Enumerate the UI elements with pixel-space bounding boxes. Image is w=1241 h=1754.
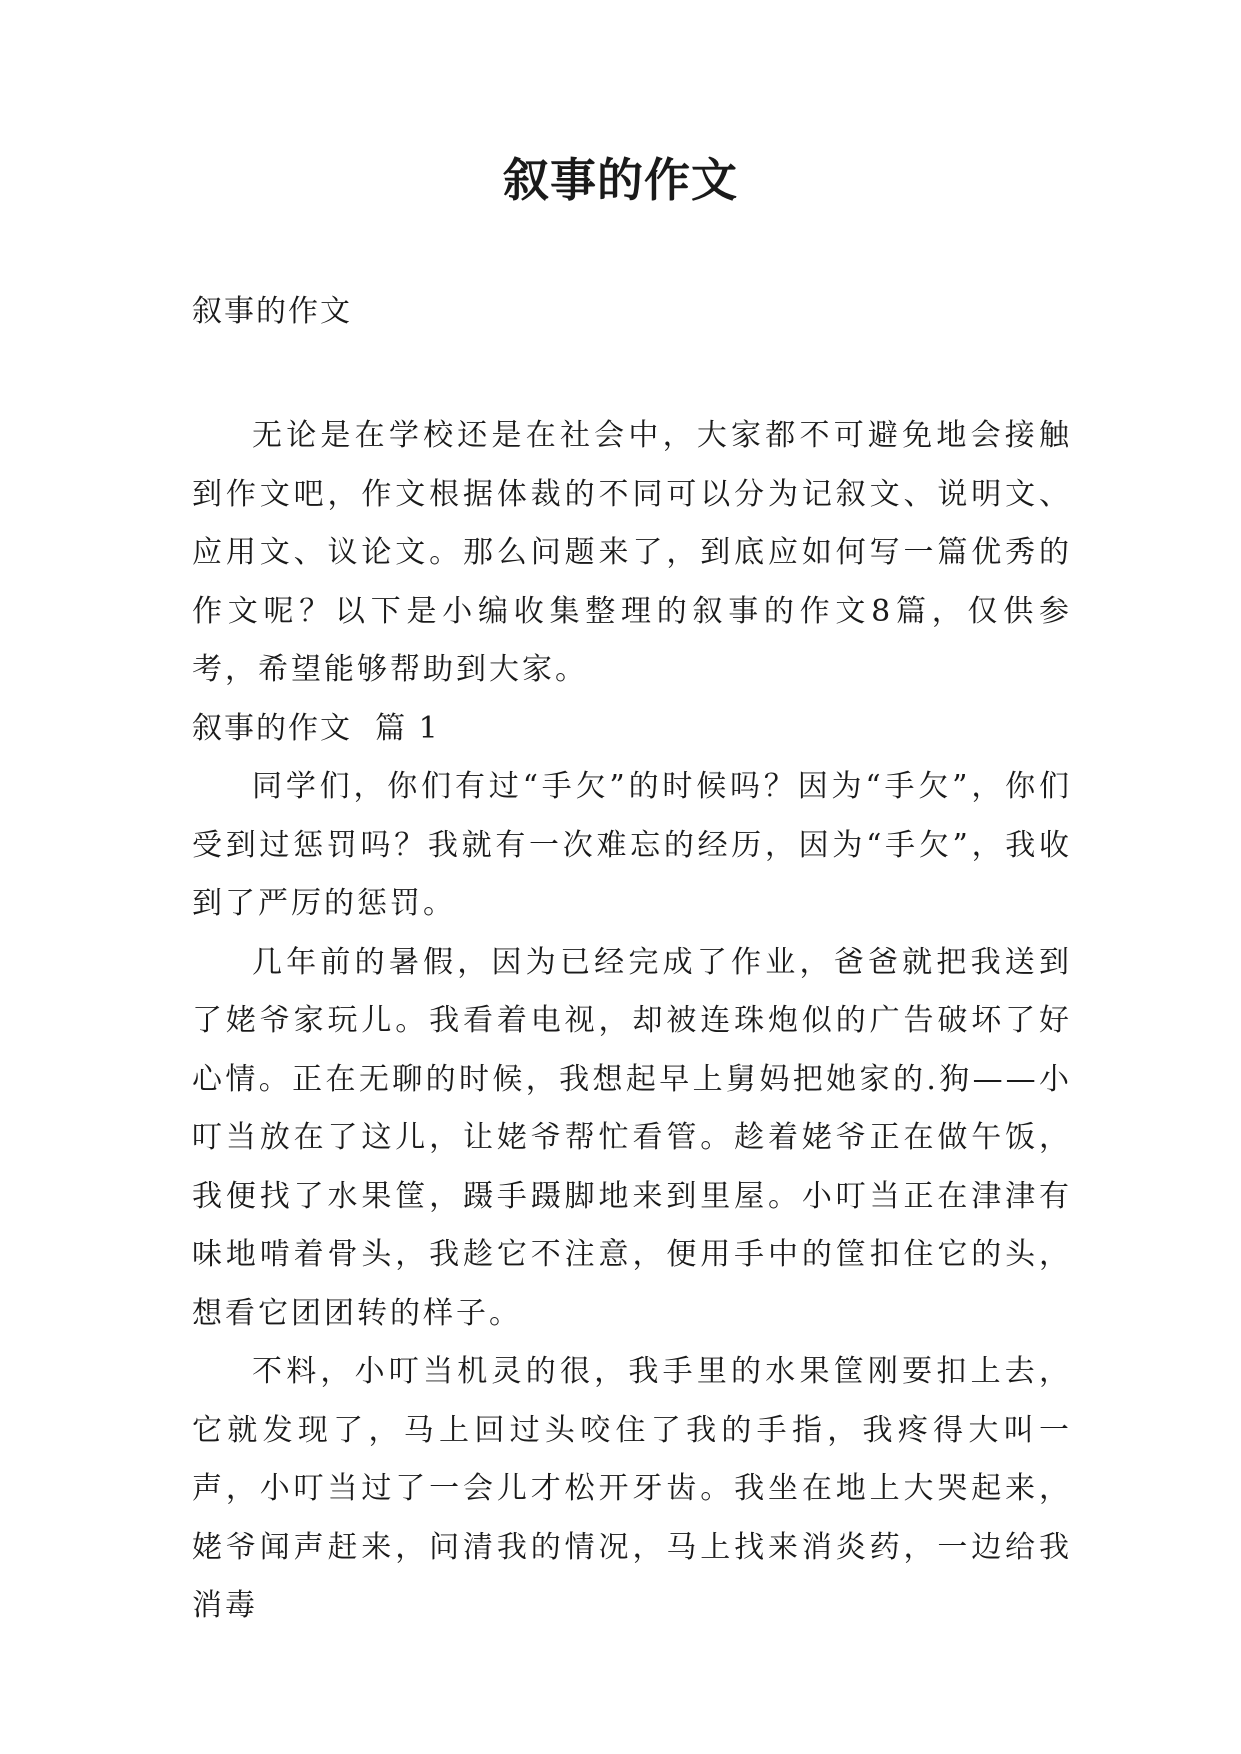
document-body: [192, 407, 1072, 1636]
document-title: 叙事的作文: [503, 153, 738, 207]
document-subtitle: 叙事的作文: [192, 294, 352, 329]
section-heading: 叙事的作文 篇 1: [192, 710, 440, 746]
body-paragraph: 同学们，你们有过“手欠”的时候吗？因为“手欠”，你们受到过惩罚吗？我就有一次难忘的经历，因为“手欠”，我收到了严厉的惩罚。: [192, 769, 1072, 921]
body-paragraph: 不料，小叮当机灵的很，我手里的水果筐刚要扣上去，它就发现了，马上回过头咬住了我的手指，我疼得大叫一声，小叮当过了一会儿才松开牙齿。我坐在地上大哭起来，姥爷闻声赶来，问清我的情况，马上找来消炎药，一边给我消毒: [192, 1354, 1072, 1623]
intro-paragraph: 无论是在学校还是在社会中，大家都不可避免地会接触到作文吧，作文根据体裁的不同可以分为记叙文、说明文、应用文、议论文。那么问题来了，到底应如何写一篇优秀的作文呢？以下是小编收集整理的叙事的作文8篇，仅供参考，希望能够帮助到大家。: [192, 418, 1072, 687]
body-paragraph: 几年前的暑假，因为已经完成了作业，爸爸就把我送到了姥爷家玩儿。我看着电视，却被连珠炮似的广告破坏了好心情。正在无聊的时候，我想起早上舅妈把她家的.狗——小叮当放在了这儿，让姥爷帮忙看管。趁着姥爷正在做午饭，我便找了水果筐，蹑手蹑脚地来到里屋。小叮当正在津津有味地啃着骨头，我趁它不注意，便用手中的筐扣住它的头，想看它团团转的样子。: [192, 944, 1072, 1331]
